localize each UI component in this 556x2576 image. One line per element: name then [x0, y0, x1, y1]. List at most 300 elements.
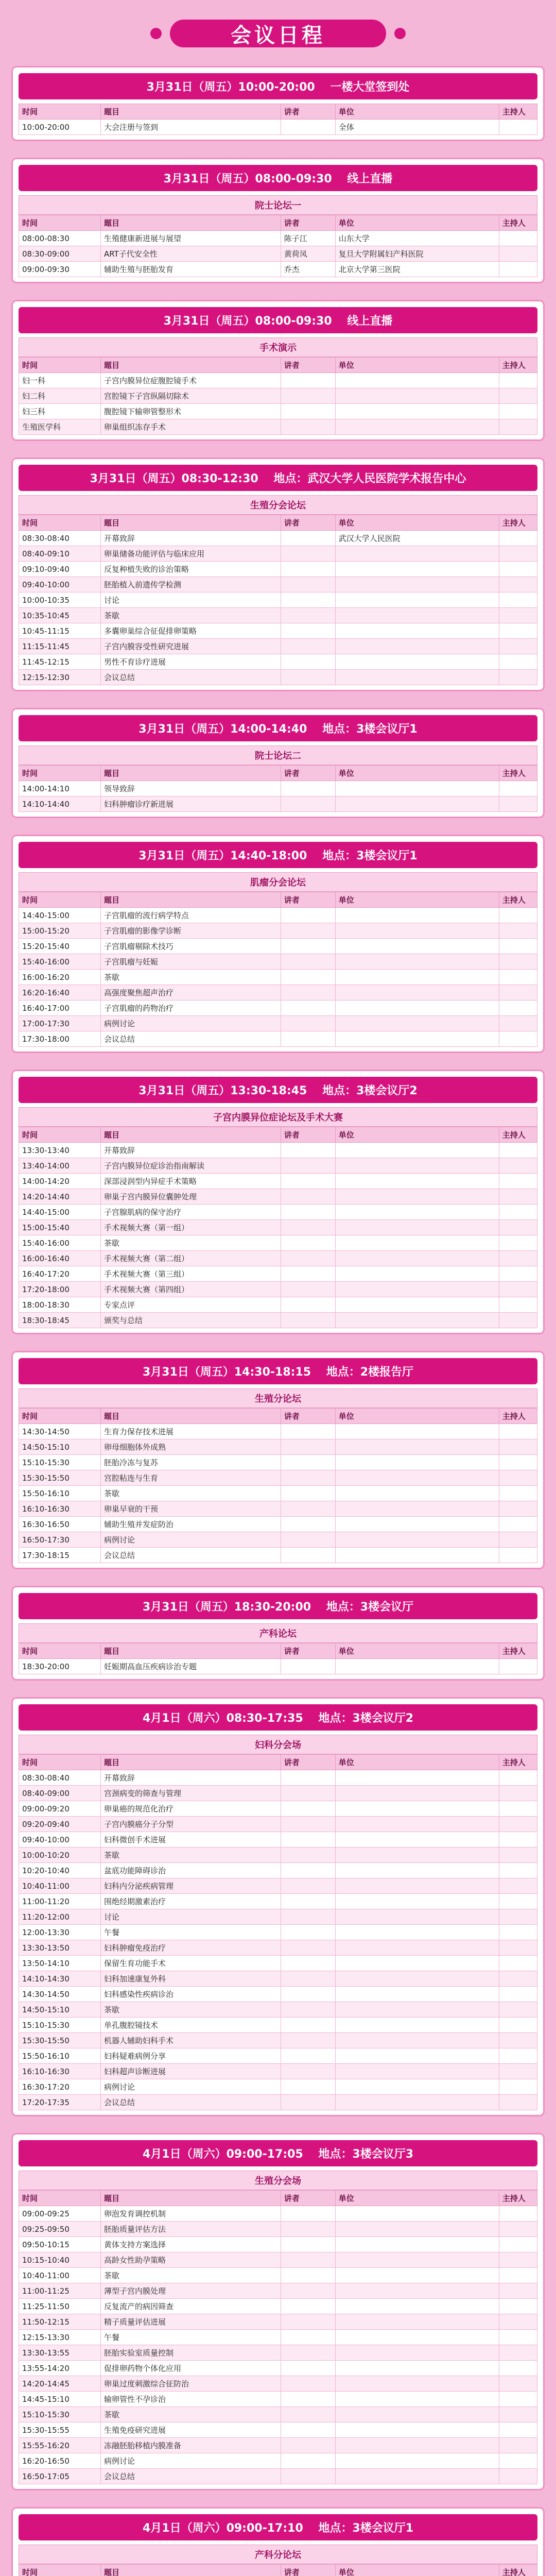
cell-unit: 武汉大学人民医院 — [335, 531, 499, 546]
cell-time: 15:10-15:30 — [19, 2407, 101, 2422]
cell-speaker — [281, 2079, 335, 2095]
cell-time: 14:10-14:40 — [19, 796, 101, 812]
cell-topic: 辅助生殖与胚胎发育 — [100, 262, 281, 277]
cell-time: 15:20-15:40 — [19, 939, 101, 954]
cell-time: 16:20-16:50 — [19, 2453, 101, 2469]
cell-topic: 黄体支持方案选择 — [100, 2237, 281, 2252]
cell-time: 15:30-15:55 — [19, 2422, 101, 2438]
cell-unit — [335, 1517, 499, 1532]
cell-speaker — [281, 1031, 335, 1047]
cell-time: 11:45-12:15 — [19, 654, 101, 670]
cell-topic: 围绝经期激素治疗 — [100, 1894, 281, 1909]
cell-speaker — [281, 1220, 335, 1235]
table-row — [19, 1143, 537, 1158]
session-title: 3月31日（周五）08:00-09:30 线上直播 — [19, 165, 537, 191]
session-subtitle: 产科论坛 — [19, 1623, 537, 1643]
cell-topic: 子宫肌瘤的药物治疗 — [100, 1001, 281, 1016]
column-header-time: 时间 — [19, 1643, 101, 1659]
cell-host — [499, 404, 537, 419]
cell-time: 14:50-15:10 — [19, 2002, 101, 2018]
cell-host — [499, 2438, 537, 2453]
schedule-table — [19, 357, 537, 435]
table-row — [19, 2407, 537, 2422]
cell-unit — [335, 2252, 499, 2268]
table-row — [19, 2453, 537, 2469]
cell-unit — [335, 1470, 499, 1486]
cell-time: 16:00-16:40 — [19, 1251, 101, 1266]
column-header-speaker: 讲者 — [281, 215, 335, 231]
cell-speaker — [281, 1894, 335, 1909]
table-row — [19, 1205, 537, 1220]
cell-speaker — [281, 2237, 335, 2252]
cell-host — [499, 939, 537, 954]
column-header-host: 主持人 — [499, 766, 537, 781]
cell-topic: 卵巢储备功能评估与临床应用 — [100, 546, 281, 562]
schedule-table — [19, 765, 537, 812]
table-row — [19, 2018, 537, 2033]
cell-unit — [335, 2299, 499, 2314]
cell-time: 17:20-18:00 — [19, 1282, 101, 1297]
table-row — [19, 1659, 537, 1674]
cell-topic: 茶歇 — [100, 608, 281, 623]
cell-speaker — [281, 2407, 335, 2422]
cell-unit — [335, 2033, 499, 2048]
cell-speaker — [281, 1878, 335, 1894]
cell-time: 15:50-16:10 — [19, 1486, 101, 1501]
column-header-time: 时间 — [19, 2565, 101, 2576]
cell-host — [499, 1863, 537, 1878]
cell-time: 14:40-15:00 — [19, 1205, 101, 1220]
column-header-time: 时间 — [19, 104, 101, 120]
column-header-host: 主持人 — [499, 1643, 537, 1659]
table-row — [19, 1770, 537, 1786]
cell-time: 11:50-12:15 — [19, 2314, 101, 2330]
table-row — [19, 1909, 537, 1925]
table-row — [19, 1424, 537, 1439]
cell-speaker — [281, 2422, 335, 2438]
table-row — [19, 1925, 537, 1940]
page-header — [0, 10, 556, 57]
cell-host — [499, 2422, 537, 2438]
cell-speaker — [281, 2283, 335, 2299]
cell-host — [499, 1424, 537, 1439]
cell-unit — [335, 1956, 499, 1971]
table-row — [19, 2330, 537, 2345]
cell-topic: 高龄女性助孕策略 — [100, 2252, 281, 2268]
cell-time: 10:40-11:00 — [19, 1878, 101, 1894]
table-row — [19, 2361, 537, 2376]
cell-topic: 茶歇 — [100, 2407, 281, 2422]
cell-unit — [335, 1501, 499, 1517]
cell-host — [499, 1832, 537, 1848]
cell-speaker — [281, 1189, 335, 1205]
cell-topic: 病例讨论 — [100, 2453, 281, 2469]
cell-topic: 午餐 — [100, 2330, 281, 2345]
cell-host — [499, 1517, 537, 1532]
table-row — [19, 2299, 537, 2314]
cell-time: 15:00-15:20 — [19, 923, 101, 939]
cell-unit — [335, 1832, 499, 1848]
cell-speaker — [281, 1313, 335, 1328]
cell-unit — [335, 2392, 499, 2407]
cell-host — [499, 781, 537, 796]
table-row — [19, 1174, 537, 1189]
cell-time: 16:40-17:00 — [19, 1001, 101, 1016]
cell-speaker — [281, 1266, 335, 1282]
cell-unit — [335, 2206, 499, 2222]
table-row — [19, 120, 537, 135]
cell-unit — [335, 1158, 499, 1174]
cell-host — [499, 1297, 537, 1313]
cell-topic: 辅助生殖并发症防治 — [100, 1517, 281, 1532]
cell-host — [499, 2237, 537, 2252]
table-row — [19, 1189, 537, 1205]
table-header-row — [19, 892, 537, 908]
session-title: 3月31日（周五）10:00-20:00 一楼大堂签到处 — [19, 73, 537, 99]
column-header-topic: 题目 — [100, 892, 281, 908]
column-header-time: 时间 — [19, 892, 101, 908]
table-row — [19, 1486, 537, 1501]
cell-topic: 茶歇 — [100, 2002, 281, 2018]
cell-time: 10:35-10:45 — [19, 608, 101, 623]
cell-topic: 茶歇 — [100, 1486, 281, 1501]
session-block — [11, 2133, 545, 2490]
table-row — [19, 531, 537, 546]
cell-time: 16:20-16:40 — [19, 985, 101, 1001]
table-row — [19, 562, 537, 577]
cell-topic: 子宫肌瘤与妊娠 — [100, 954, 281, 970]
cell-topic: 妇科微创手术进展 — [100, 1832, 281, 1848]
cell-host — [499, 1987, 537, 2002]
cell-topic: 妊娠期高血压疾病诊治专题 — [100, 1659, 281, 1674]
cell-time: 17:30-18:00 — [19, 1031, 101, 1047]
schedule-table — [19, 2564, 537, 2576]
cell-unit — [335, 2422, 499, 2438]
cell-speaker — [281, 2345, 335, 2361]
table-row — [19, 2033, 537, 2048]
cell-host — [499, 373, 537, 388]
cell-time: 14:30-14:50 — [19, 1987, 101, 2002]
table-header-row — [19, 515, 537, 531]
cell-unit — [335, 1251, 499, 1266]
table-row — [19, 388, 537, 404]
column-header-time: 时间 — [19, 1409, 101, 1424]
table-row — [19, 2095, 537, 2110]
cell-host — [499, 2048, 537, 2064]
cell-time: 生殖医学科 — [19, 419, 101, 435]
table-row — [19, 670, 537, 685]
cell-host — [499, 985, 537, 1001]
cell-time: 08:30-08:40 — [19, 531, 101, 546]
cell-time: 13:50-14:10 — [19, 1956, 101, 1971]
cell-speaker — [281, 1909, 335, 1925]
table-row — [19, 419, 537, 435]
table-row — [19, 639, 537, 654]
cell-host — [499, 2018, 537, 2033]
table-row — [19, 592, 537, 608]
cell-topic: 午餐 — [100, 1925, 281, 1940]
cell-speaker — [281, 1863, 335, 1878]
cell-topic: 手术视频大赛（第三组） — [100, 1266, 281, 1282]
cell-host — [499, 546, 537, 562]
cell-topic: 胚胎植入前遗传学检测 — [100, 577, 281, 592]
cell-host — [499, 1501, 537, 1517]
cell-unit — [335, 2407, 499, 2422]
cell-unit — [335, 2018, 499, 2033]
table-row — [19, 2064, 537, 2079]
column-header-time: 时间 — [19, 358, 101, 373]
cell-host — [499, 608, 537, 623]
cell-time: 09:20-09:40 — [19, 1817, 101, 1832]
cell-time: 16:50-17:05 — [19, 2469, 101, 2484]
cell-speaker — [281, 1297, 335, 1313]
cell-speaker — [281, 2299, 335, 2314]
cell-unit — [335, 2376, 499, 2392]
column-header-host: 主持人 — [499, 515, 537, 531]
cell-topic: 开幕致辞 — [100, 1143, 281, 1158]
table-row — [19, 781, 537, 796]
cell-topic: 妇科肿瘤诊疗新进展 — [100, 796, 281, 812]
cell-time: 妇一科 — [19, 373, 101, 388]
cell-host — [499, 654, 537, 670]
cell-time: 16:30-17:20 — [19, 2079, 101, 2095]
cell-time: 08:40-09:10 — [19, 546, 101, 562]
cell-topic: 茶歇 — [100, 1848, 281, 1863]
table-row — [19, 2048, 537, 2064]
cell-topic: 冻融胚胎移植内膜准备 — [100, 2438, 281, 2453]
cell-host — [499, 1189, 537, 1205]
cell-host — [499, 120, 537, 135]
table-row — [19, 1016, 537, 1031]
cell-topic: 生殖健康新进展与展望 — [100, 231, 281, 246]
session-subtitle: 肌瘤分会论坛 — [19, 872, 537, 892]
table-row — [19, 2237, 537, 2252]
cell-unit — [335, 1455, 499, 1470]
cell-host — [499, 2222, 537, 2237]
cell-topic: 子宫肌瘤的流行病学特点 — [100, 908, 281, 923]
cell-time: 09:50-10:15 — [19, 2237, 101, 2252]
page-title: 会议日程 — [231, 23, 325, 47]
column-header-unit: 单位 — [335, 1643, 499, 1659]
cell-host — [499, 1925, 537, 1940]
cell-time: 18:00-18:30 — [19, 1297, 101, 1313]
cell-topic: ART子代安全性 — [100, 246, 281, 262]
session-list — [0, 66, 556, 2576]
cell-unit — [335, 1174, 499, 1189]
session-subtitle: 手术演示 — [19, 337, 537, 357]
table-row — [19, 608, 537, 623]
cell-speaker — [281, 2438, 335, 2453]
cell-speaker: 乔杰 — [281, 262, 335, 277]
cell-host — [499, 670, 537, 685]
cell-host — [499, 1817, 537, 1832]
session-title: 3月31日（周五）14:40-18:00 地点：3楼会议厅1 — [19, 842, 537, 868]
cell-speaker — [281, 1987, 335, 2002]
table-row — [19, 1220, 537, 1235]
cell-speaker — [281, 2469, 335, 2484]
cell-unit: 全体 — [335, 120, 499, 135]
table-row — [19, 1817, 537, 1832]
cell-unit — [335, 1031, 499, 1047]
cell-time: 14:40-15:00 — [19, 908, 101, 923]
cell-time: 13:30-13:40 — [19, 1143, 101, 1158]
schedule-table — [19, 2190, 537, 2484]
table-row — [19, 1313, 537, 1328]
cell-speaker — [281, 1174, 335, 1189]
session-subtitle: 院士论坛二 — [19, 745, 537, 765]
table-row — [19, 1832, 537, 1848]
cell-host — [499, 2252, 537, 2268]
session-subtitle: 子宫内膜异位症论坛及手术大赛 — [19, 1107, 537, 1127]
cell-unit — [335, 2361, 499, 2376]
cell-unit — [335, 639, 499, 654]
cell-host — [499, 1532, 537, 1548]
cell-unit: 山东大学 — [335, 231, 499, 246]
cell-speaker — [281, 2002, 335, 2018]
cell-host — [499, 954, 537, 970]
cell-host — [499, 623, 537, 639]
table-row — [19, 1001, 537, 1016]
cell-unit — [335, 1189, 499, 1205]
cell-host — [499, 246, 537, 262]
table-row — [19, 2438, 537, 2453]
cell-unit — [335, 2314, 499, 2330]
cell-time: 14:50-15:10 — [19, 1439, 101, 1455]
cell-speaker — [281, 2252, 335, 2268]
cell-time: 08:00-08:30 — [19, 231, 101, 246]
cell-unit — [335, 1235, 499, 1251]
cell-host — [499, 2064, 537, 2079]
cell-time: 15:30-15:50 — [19, 2033, 101, 2048]
schedule-table — [19, 1127, 537, 1328]
cell-topic: 开幕致辞 — [100, 1770, 281, 1786]
session-title: 4月1日（周六）08:30-17:35 地点：3楼会议厅2 — [19, 1704, 537, 1731]
column-header-unit: 单位 — [335, 515, 499, 531]
cell-time: 14:45-15:10 — [19, 2392, 101, 2407]
schedule-table — [19, 1408, 537, 1563]
cell-time: 08:30-09:00 — [19, 246, 101, 262]
cell-unit — [335, 923, 499, 939]
cell-host — [499, 1971, 537, 1987]
cell-speaker — [281, 373, 335, 388]
cell-topic: 输卵管性不孕诊治 — [100, 2392, 281, 2407]
table-header-row — [19, 1127, 537, 1143]
table-header-row — [19, 2565, 537, 2576]
cell-speaker — [281, 546, 335, 562]
cell-unit — [335, 419, 499, 435]
cell-time: 15:40-16:00 — [19, 1235, 101, 1251]
column-header-unit: 单位 — [335, 892, 499, 908]
cell-unit — [335, 970, 499, 985]
cell-host — [499, 592, 537, 608]
cell-topic: 妇科感染性疾病诊治 — [100, 1987, 281, 2002]
cell-host — [499, 1455, 537, 1470]
cell-speaker: 黄荷凤 — [281, 246, 335, 262]
cell-speaker — [281, 670, 335, 685]
cell-speaker — [281, 1143, 335, 1158]
cell-topic: 会议总结 — [100, 1031, 281, 1047]
cell-speaker — [281, 592, 335, 608]
cell-host — [499, 2345, 537, 2361]
cell-unit — [335, 1532, 499, 1548]
cell-host — [499, 1282, 537, 1297]
cell-topic: 妇科超声诊断进展 — [100, 2064, 281, 2079]
cell-unit — [335, 954, 499, 970]
cell-speaker — [281, 1470, 335, 1486]
cell-host — [499, 1878, 537, 1894]
cell-speaker — [281, 2033, 335, 2048]
cell-topic: 多囊卵巢综合征促排卵策略 — [100, 623, 281, 639]
cell-speaker — [281, 1455, 335, 1470]
cell-speaker — [281, 2048, 335, 2064]
cell-time: 妇二科 — [19, 388, 101, 404]
cell-unit — [335, 2095, 499, 2110]
schedule-table — [19, 215, 537, 277]
cell-unit — [335, 577, 499, 592]
cell-unit — [335, 1001, 499, 1016]
schedule-table — [19, 1754, 537, 2110]
cell-topic: 反复种植失败的诊治策略 — [100, 562, 281, 577]
cell-topic: 子宫腺肌病的保守治疗 — [100, 1205, 281, 1220]
cell-time: 09:40-10:00 — [19, 577, 101, 592]
cell-unit — [335, 1894, 499, 1909]
cell-time: 16:50-17:30 — [19, 1532, 101, 1548]
cell-speaker — [281, 1659, 335, 1674]
cell-time: 18:30-20:00 — [19, 1659, 101, 1674]
cell-time: 09:00-09:25 — [19, 2206, 101, 2222]
cell-speaker — [281, 2222, 335, 2237]
cell-topic: 病例讨论 — [100, 1532, 281, 1548]
table-header-row — [19, 1755, 537, 1770]
cell-unit — [335, 1940, 499, 1956]
cell-unit — [335, 908, 499, 923]
table-row — [19, 1031, 537, 1047]
column-header-host: 主持人 — [499, 1127, 537, 1143]
table-row — [19, 1455, 537, 1470]
cell-unit — [335, 2438, 499, 2453]
cell-speaker — [281, 2095, 335, 2110]
cell-time: 17:30-18:15 — [19, 1548, 101, 1563]
cell-host — [499, 2361, 537, 2376]
session-block — [11, 1351, 545, 1569]
cell-topic: 生育力保存技术进展 — [100, 1424, 281, 1439]
cell-host — [499, 1439, 537, 1455]
table-header-row — [19, 1409, 537, 1424]
cell-topic: 讨论 — [100, 1909, 281, 1925]
cell-topic: 胚胎冷冻与复苏 — [100, 1455, 281, 1470]
cell-unit — [335, 781, 499, 796]
cell-topic: 手术视频大赛（第四组） — [100, 1282, 281, 1297]
cell-speaker: 陈子江 — [281, 231, 335, 246]
column-header-topic: 题目 — [100, 215, 281, 231]
table-row — [19, 1987, 537, 2002]
cell-topic: 卵泡发育调控机制 — [100, 2206, 281, 2222]
cell-topic: 子宫内膜容受性研究进展 — [100, 639, 281, 654]
cell-speaker — [281, 419, 335, 435]
session-block — [11, 457, 545, 691]
cell-host — [499, 796, 537, 812]
cell-time: 16:10-16:30 — [19, 1501, 101, 1517]
table-row — [19, 404, 537, 419]
cell-unit: 北京大学第三医院 — [335, 262, 499, 277]
cell-topic: 会议总结 — [100, 2095, 281, 2110]
cell-topic: 卵巢早衰的干预 — [100, 1501, 281, 1517]
column-header-unit: 单位 — [335, 2191, 499, 2206]
cell-time: 09:00-09:30 — [19, 262, 101, 277]
cell-speaker — [281, 639, 335, 654]
cell-time: 12:15-12:30 — [19, 670, 101, 685]
session-subtitle: 妇科分会场 — [19, 1735, 537, 1754]
